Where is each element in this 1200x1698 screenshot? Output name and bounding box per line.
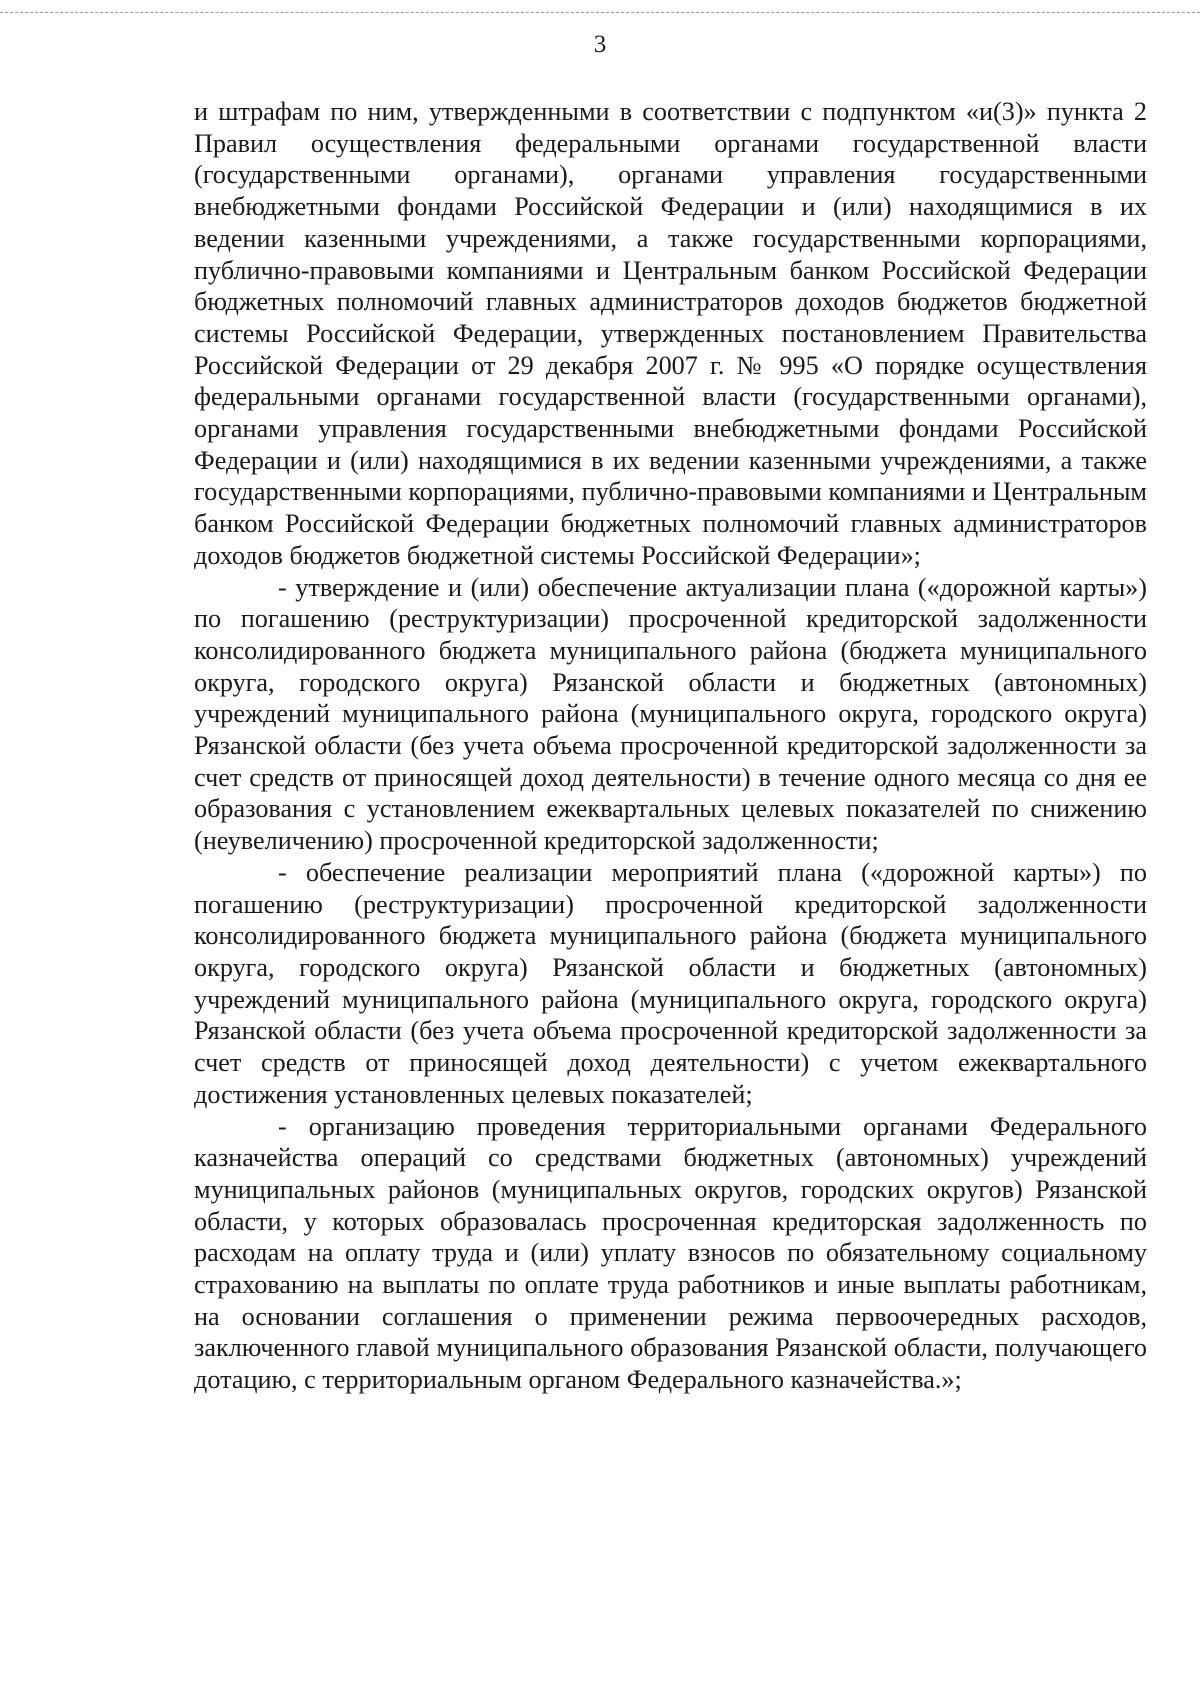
scan-edge-line bbox=[0, 12, 1200, 13]
paragraph-roadmap-approval: - утверждение и (или) обеспечение актуализации плана («дорожной карты») по погашению (реструктуризации) просроченной кредиторской задолженности консолидированного бюджета муниципального района (бюджета муниципального округа, городского округа) Рязанской области и бюджетных (автономных) учреждений муниципального района (муниципального округа, городского округа) Рязанской области (без учета объема просроченной кредиторской задолженности за счет средств от приносящей доход деятельности) в течение одного месяца со дня ее образования с установлением ежеквартальных целевых показателей по снижению (неувеличению) просроченной кредиторской задолженности; bbox=[194, 572, 1147, 856]
paragraph-treasury-operations: - организацию проведения территориальными органами Федерального казначейства операций со средствами бюджетных (автономных) учреждений муниципальных районов (муниципальных округов, городских округов) Рязанской области, у которых образовалась просроченная кредиторская задолженность по расходам на оплату труда и (или) уплату взносов по обязательному социальному страхованию на выплаты по оплате труда работников и иные выплаты работникам, на основании соглашения о применении режима первоочередных расходов, заключенного главой муниципального образования Рязанской области, получающего дотацию, с территориальным органом Федерального казначейства.»; bbox=[194, 1111, 1147, 1395]
document-body bbox=[194, 96, 1147, 1396]
page-number: 3 bbox=[593, 31, 607, 58]
paragraph-continuation: и штрафам по ним, утвержденными в соответствии с подпунктом «и(3)» пункта 2 Правил осуществления федеральными органами государственной власти (государственными органами), органами управления государственными внебюджетными фондами Российской Федерации и (или) находящимися в их ведении казенными учреждениями, а также государственными корпорациями, публично-правовыми компаниями и Центральным банком Российской Федерации бюджетных полномочий главных администраторов доходов бюджетов бюджетной системы Российской Федерации, утвержденных постановлением Правительства Российской Федерации от 29 декабря 2007 г. № 995 «О порядке осуществления федеральными органами государственной власти (государственными органами), органами управления государственными внебюджетными фондами Российской Федерации и (или) находящимися в их ведении казенными учреждениями, а также государственными корпорациями, публично-правовыми компаниями и Центральным банком Российской Федерации бюджетных полномочий главных администраторов доходов бюджетов бюджетной системы Российской Федерации»; bbox=[194, 97, 1147, 570]
paragraph-roadmap-implementation: - обеспечение реализации мероприятий плана («дорожной карты») по погашению (реструктуризации) просроченной кредиторской задолженности консолидированного бюджета муниципального района (бюджета муниципального округа, городского округа) Рязанской области и бюджетных (автономных) учреждений муниципального района (муниципального округа, городского округа) Рязанской области (без учета объема просроченной кредиторской задолженности за счет средств от приносящей доход деятельности) с учетом ежеквартального достижения установленных целевых показателей; bbox=[194, 857, 1147, 1109]
